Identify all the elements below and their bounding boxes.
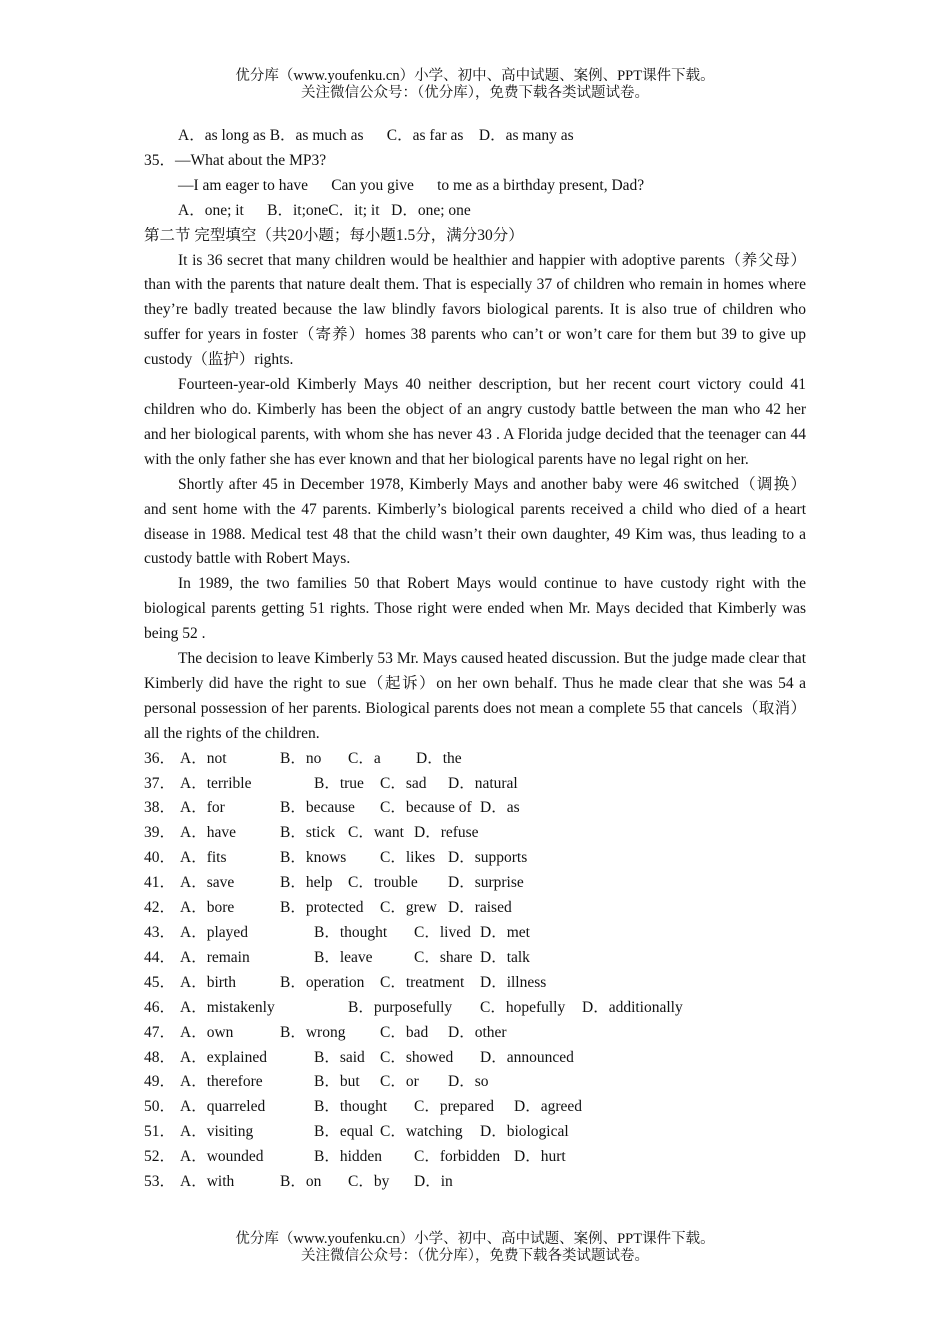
option-a: A．mistakenly (180, 998, 275, 1016)
option-c: C．trouble (348, 874, 418, 892)
question-row (144, 772, 806, 797)
question-row (144, 846, 806, 871)
option-a: A．explained (180, 1048, 267, 1066)
question-number: 37． (144, 774, 176, 792)
question-number: 48． (144, 1048, 176, 1066)
footer-line-2: 关注微信公众号：（优分库），免费下载各类试题试卷。 (301, 1248, 649, 1264)
option-a: A．with (180, 1173, 235, 1191)
question-row (144, 946, 806, 971)
option-d: D．the (416, 749, 462, 767)
option-c: C．by (348, 1173, 390, 1191)
option-b: B．thought (314, 1098, 388, 1116)
question-row (144, 1095, 806, 1120)
passage-paragraph-1: It is 36 secret that many children would be healthier and happier with adoptive parents（养父母）than with the parents that nature dealt them. That is especially 37 of children who remain in homes where they’re badly treated because the law blindly favors biological parents. It is also true of children who suffer for years in foster（寄养）homes 38 parents who can’t or won’t care for them but 39 to give up custody（监护）rights. (144, 251, 806, 369)
option-c: C．want (348, 824, 404, 842)
option-b: B．wrong (280, 1023, 346, 1041)
q35-stem: 35．—What about the MP3? (144, 151, 327, 169)
question-row (144, 1170, 806, 1195)
option-d: D．illness (480, 973, 547, 991)
option-d: D．hurt (514, 1148, 566, 1166)
option-d: D．other (448, 1023, 507, 1041)
question-number: 40． (144, 849, 176, 867)
option-c: C．prepared (414, 1098, 495, 1116)
question-number: 45． (144, 973, 176, 991)
question-row (144, 971, 806, 996)
option-d: D．biological (480, 1123, 569, 1141)
page-header (0, 68, 950, 102)
question-row (144, 1120, 806, 1145)
question-number: 52． (144, 1148, 176, 1166)
option-a: A．quarreled (180, 1098, 266, 1116)
question-row (144, 821, 806, 846)
option-a: A．birth (180, 973, 236, 991)
option-d: D．agreed (514, 1098, 582, 1116)
question-row (144, 996, 806, 1021)
option-b: B．true (314, 774, 364, 792)
option-c: C．sad (380, 774, 427, 792)
passage-paragraph-4: In 1989, the two families 50 that Robert Mays would continue to have custody right with the biological parents getting 51 rights. Those right were ended when Mr. Mays decided that Kimberly was being 52 . (144, 575, 806, 643)
page-footer (0, 1231, 950, 1265)
q35-reply: —I am eager to have Can you give to me as a birthday present, Dad? (178, 176, 645, 194)
question-number: 36． (144, 749, 176, 767)
option-a: A．terrible (180, 774, 252, 792)
option-c: C．a (348, 749, 381, 767)
option-c: C．hopefully (480, 998, 566, 1016)
option-d: D．refuse (414, 824, 479, 842)
option-b: B．thought (314, 924, 388, 941)
question-row (144, 1070, 806, 1095)
option-d: D．talk (480, 948, 530, 966)
option-a: A．fits (180, 849, 227, 867)
option-b: B．said (314, 1048, 365, 1066)
option-b: B．no (280, 749, 322, 767)
header-line-2: 关注微信公众号：（优分库），免费下载各类试题试卷。 (301, 85, 649, 101)
question-row (144, 871, 806, 896)
question-number: 38． (144, 799, 176, 817)
question-number: 39． (144, 824, 176, 842)
option-a: A．played (180, 924, 249, 941)
option-c: C．because of (380, 799, 472, 817)
option-c: C．watching (380, 1123, 463, 1141)
option-b: B．operation (280, 973, 365, 991)
option-c: C．or (380, 1073, 419, 1091)
option-b: B．protected (280, 899, 364, 917)
option-b: B．but (314, 1073, 360, 1091)
option-b: B．stick (280, 824, 336, 842)
question-number: 41． (144, 874, 176, 892)
option-d: D．supports (448, 849, 528, 867)
question-number: 53． (144, 1173, 176, 1191)
option-c: C．share (414, 948, 473, 966)
option-d: D．raised (448, 899, 512, 917)
option-a: A．wounded (180, 1148, 264, 1166)
option-b: B．equal (314, 1123, 374, 1141)
option-c: C．likes (380, 849, 436, 867)
question-number: 43． (144, 924, 176, 941)
option-d: D．met (480, 924, 530, 941)
question-row (144, 921, 806, 946)
option-d: D．announced (480, 1048, 574, 1066)
option-c: C．grew (380, 899, 437, 917)
option-a: A．bore (180, 899, 235, 917)
question-number: 47． (144, 1023, 176, 1041)
option-c: C．treatment (380, 973, 465, 991)
question-number: 51． (144, 1123, 176, 1141)
passage-paragraph-5: The decision to leave Kimberly 53 Mr. Mays caused heated discussion. But the judge made clear that Kimberly did have the right to sue（起诉）on her own behalf. Thus he made clear that she was 54 a personal possession of her parents. Biological parents does not mean a complete 55 that cancels（取消）all the rights of the children. (144, 650, 806, 742)
option-a: A．have (180, 824, 236, 842)
question-row (144, 896, 806, 921)
question-number: 50． (144, 1098, 176, 1116)
option-d: D．natural (448, 774, 518, 792)
question-row (144, 796, 806, 821)
question-row (144, 1021, 806, 1046)
question-number: 46． (144, 998, 176, 1016)
question-number: 42． (144, 899, 176, 917)
option-d: D．so (448, 1073, 489, 1091)
question-number: 44． (144, 948, 176, 966)
option-c: C．lived (414, 924, 471, 941)
option-a: A．therefore (180, 1073, 263, 1091)
option-b: B．purposefully (348, 998, 453, 1016)
option-a: A．own (180, 1023, 234, 1041)
option-d: D．surprise (448, 874, 524, 892)
option-c: C．bad (380, 1023, 429, 1041)
option-c: C．showed (380, 1048, 454, 1066)
option-b: B．knows (280, 849, 347, 867)
q34-options: A．as long as B．as much as C．as far as D．as many as (178, 127, 574, 144)
option-a: A．remain (180, 948, 250, 966)
q35-options: A．one; it B．it;oneC．it; it D．one; one (178, 201, 471, 219)
option-c: C．forbidden (414, 1148, 501, 1166)
question-number: 49． (144, 1073, 176, 1091)
option-d: D．additionally (582, 998, 683, 1016)
option-d: D．as (480, 799, 520, 817)
option-a: A．for (180, 799, 225, 817)
passage-paragraph-3: Shortly after 45 in December 1978, Kimberly Mays and another baby were 46 switched（调换）and sent home with the 47 parents. Kimberly’s biological parents received a child who died of a heart disease in 1988. Medical test 48 that the child wasn’t their own daughter, 49 Kim was, thus leading to a custody battle with Robert Mays. (144, 475, 806, 568)
option-b: B．leave (314, 948, 373, 966)
option-a: A．not (180, 749, 227, 767)
passage-paragraph-2: Fourteen-year-old Kimberly Mays 40 neither description, but her recent court victory could 41 children who do. Kimberly has been the object of an angry custody battle between the man who 42 her and her biological parents, with whom she has never 43 . A Florida judge decided that the teenager can 44 with the only father she has ever known and that her biological parents have no legal right on her. (144, 376, 806, 468)
question-row (144, 1046, 806, 1071)
question-row (144, 1145, 806, 1170)
section-title: 第二节 完型填空（共20小题；每小题1.5分，满分30分） (144, 226, 524, 244)
question-list (144, 747, 806, 1195)
header-line-1: 优分库（www.youfenku.cn）小学、初中、高中试题、案例、PPT课件下载。 (235, 68, 715, 84)
question-row (144, 747, 806, 772)
option-b: B．on (280, 1173, 322, 1191)
option-b: B．hidden (314, 1148, 383, 1166)
option-b: B．help (280, 874, 333, 892)
option-d: D．in (414, 1173, 453, 1191)
option-a: A．save (180, 874, 235, 892)
option-b: B．because (280, 799, 355, 817)
page-content (144, 124, 806, 1195)
option-a: A．visiting (180, 1123, 254, 1141)
footer-line-1: 优分库（www.youfenku.cn）小学、初中、高中试题、案例、PPT课件下载。 (235, 1231, 715, 1247)
